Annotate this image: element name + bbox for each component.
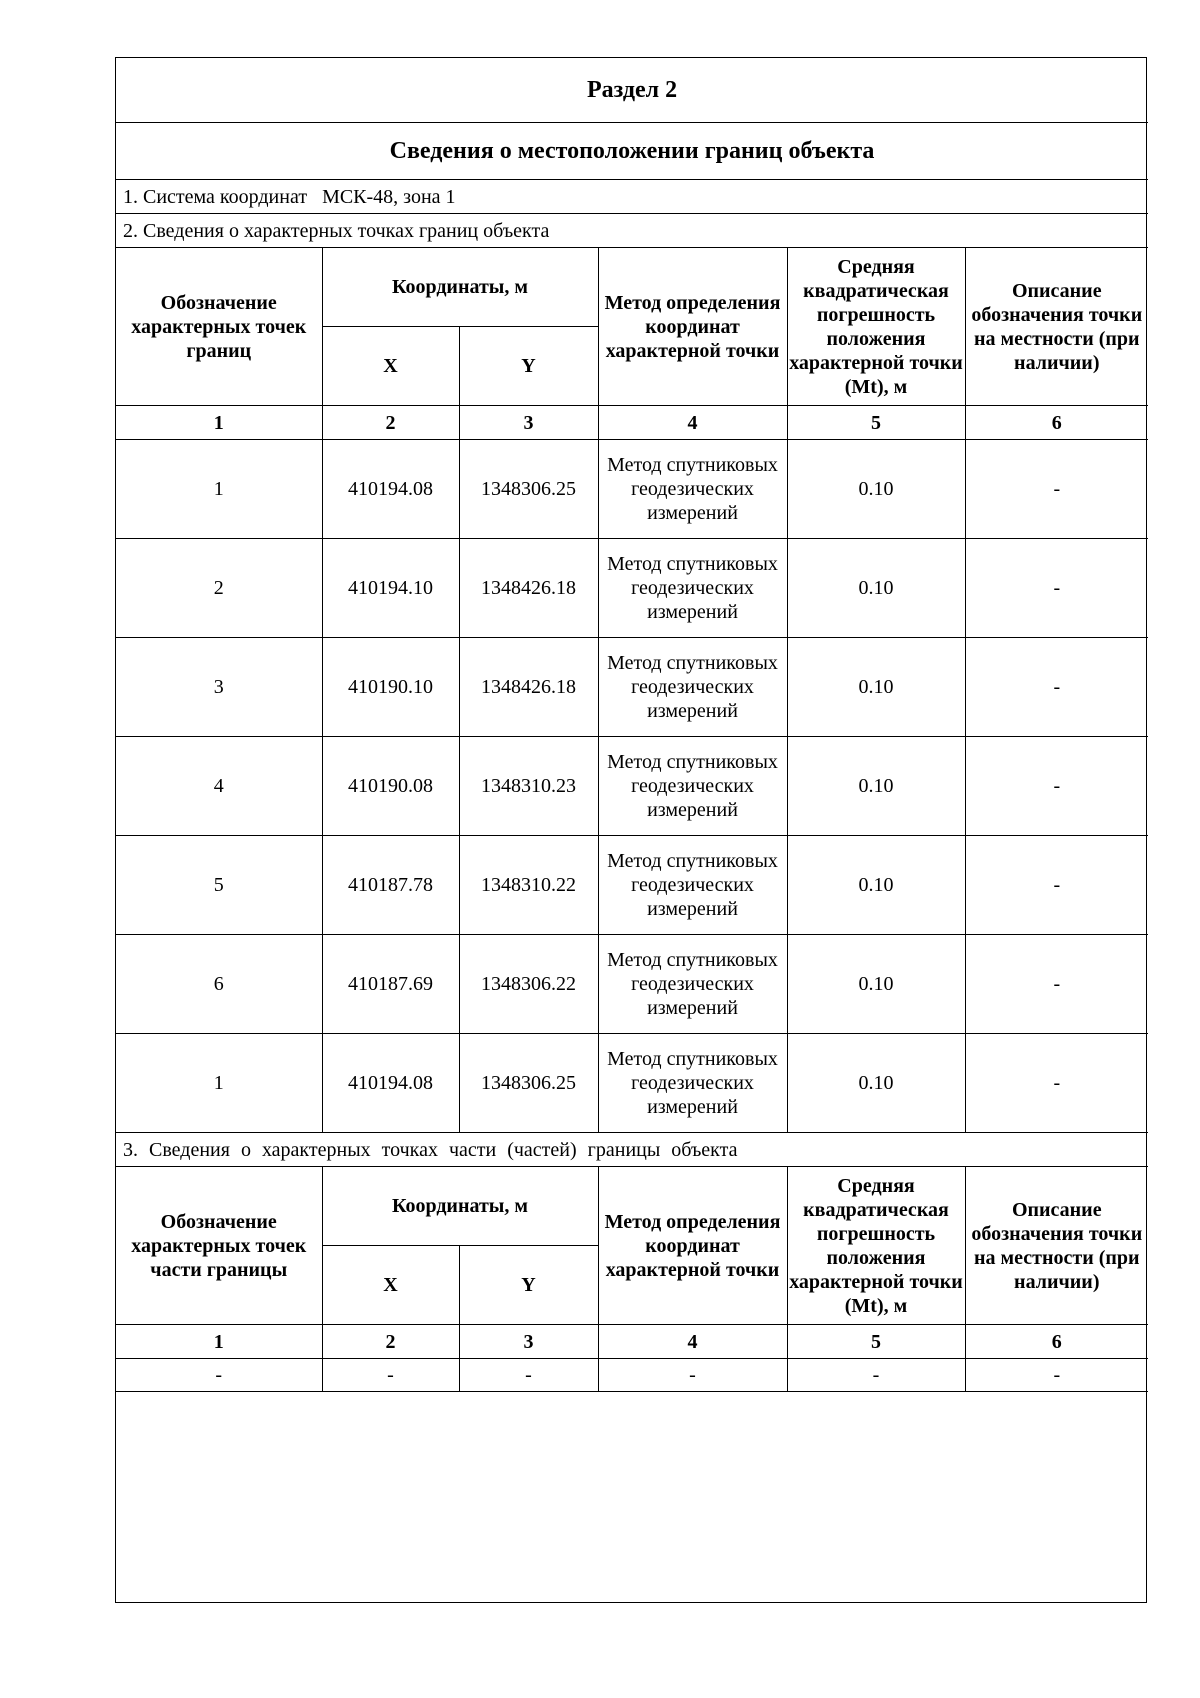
block1-cell-error: 0.10 [787, 1034, 965, 1133]
block1-cell-description: - [965, 935, 1148, 1034]
block1-cell-description: - [965, 1034, 1148, 1133]
block1-title: 2. Сведения о характерных точках границ объекта [116, 214, 1148, 248]
block1-table-row [116, 440, 1148, 539]
block1-header-point: Обозначение характерных точек границ [116, 248, 322, 406]
block1-cell-y: 1348306.22 [459, 935, 598, 1034]
block1-table-row [116, 539, 1148, 638]
block1-cell-method: Метод спутниковых геодезических измерений [598, 638, 787, 737]
block1-cell-x: 410187.69 [322, 935, 459, 1034]
block1-cell-x: 410194.10 [322, 539, 459, 638]
block1-column-number: 1 [116, 406, 322, 440]
coord-system-label: 1. Система координат [123, 185, 308, 208]
block2-header-y: Y [459, 1246, 598, 1325]
block1-cell-error: 0.10 [787, 638, 965, 737]
block1-column-number: 3 [459, 406, 598, 440]
block1-cell-point: 1 [116, 1034, 322, 1133]
block1-cell-error: 0.10 [787, 935, 965, 1034]
block1-table-row [116, 935, 1148, 1034]
block1-cell-description: - [965, 440, 1148, 539]
document-frame [115, 57, 1147, 1603]
block1-header-coords: Координаты, м [322, 248, 598, 327]
block2-title: 3. Сведения о характерных точках части (частей) границы объекта [116, 1133, 1148, 1167]
block2-header-x: X [322, 1246, 459, 1325]
block2-column-number: 5 [787, 1325, 965, 1359]
block2-header-description: Описание обозначения точки на местности (при наличии) [965, 1167, 1148, 1325]
block2-column-numbers [116, 1325, 1148, 1359]
coord-system-line [116, 180, 1148, 214]
block1-cell-x: 410194.08 [322, 1034, 459, 1133]
block1-header-y: Y [459, 327, 598, 406]
block1-header-error: Средняя квадратическая погрешность положения характерной точки (Mt), м [787, 248, 965, 406]
block1-cell-x: 410190.10 [322, 638, 459, 737]
boundary-table [116, 58, 1148, 1392]
block1-column-numbers [116, 406, 1148, 440]
block1-cell-error: 0.10 [787, 440, 965, 539]
block2-cell-x: - [322, 1359, 459, 1392]
block2-column-number: 4 [598, 1325, 787, 1359]
coord-system-value: МСК-48, зона 1 [322, 185, 456, 208]
block2-column-number: 6 [965, 1325, 1148, 1359]
block1-cell-description: - [965, 539, 1148, 638]
block2-column-number: 3 [459, 1325, 598, 1359]
block1-column-number: 6 [965, 406, 1148, 440]
block1-cell-description: - [965, 638, 1148, 737]
block1-table-row [116, 638, 1148, 737]
block2-cell-method: - [598, 1359, 787, 1392]
block2-column-number: 2 [322, 1325, 459, 1359]
block1-cell-x: 410190.08 [322, 737, 459, 836]
block1-cell-point: 1 [116, 440, 322, 539]
block2-header-point: Обозначение характерных точек части границы [116, 1167, 322, 1325]
block1-cell-point: 3 [116, 638, 322, 737]
block1-cell-method: Метод спутниковых геодезических измерений [598, 836, 787, 935]
block2-cell-description: - [965, 1359, 1148, 1392]
block1-cell-y: 1348310.23 [459, 737, 598, 836]
section-title: Сведения о местоположении границ объекта [116, 123, 1148, 180]
block1-cell-y: 1348426.18 [459, 638, 598, 737]
block1-cell-description: - [965, 836, 1148, 935]
block2-table-row [116, 1359, 1148, 1392]
block1-cell-point: 5 [116, 836, 322, 935]
block1-cell-point: 4 [116, 737, 322, 836]
block1-table-row [116, 1034, 1148, 1133]
block1-cell-point: 6 [116, 935, 322, 1034]
block1-cell-x: 410187.78 [322, 836, 459, 935]
block1-column-number: 2 [322, 406, 459, 440]
block1-cell-error: 0.10 [787, 737, 965, 836]
block1-table-row [116, 737, 1148, 836]
block2-column-number: 1 [116, 1325, 322, 1359]
block1-cell-y: 1348310.22 [459, 836, 598, 935]
block1-cell-point: 2 [116, 539, 322, 638]
block1-column-number: 5 [787, 406, 965, 440]
block1-cell-method: Метод спутниковых геодезических измерений [598, 935, 787, 1034]
block1-cell-y: 1348306.25 [459, 440, 598, 539]
block1-cell-x: 410194.08 [322, 440, 459, 539]
block1-cell-method: Метод спутниковых геодезических измерений [598, 1034, 787, 1133]
block2-cell-point: - [116, 1359, 322, 1392]
block1-cell-description: - [965, 737, 1148, 836]
block1-header-x: X [322, 327, 459, 406]
block1-cell-error: 0.10 [787, 836, 965, 935]
block1-header-method: Метод определения координат характерной точки [598, 248, 787, 406]
block1-header-description: Описание обозначения точки на местности (при наличии) [965, 248, 1148, 406]
block1-cell-y: 1348306.25 [459, 1034, 598, 1133]
block1-cell-error: 0.10 [787, 539, 965, 638]
block1-cell-method: Метод спутниковых геодезических измерений [598, 737, 787, 836]
block1-column-number: 4 [598, 406, 787, 440]
block2-cell-error: - [787, 1359, 965, 1392]
block2-cell-y: - [459, 1359, 598, 1392]
block1-table-row [116, 836, 1148, 935]
block1-cell-method: Метод спутниковых геодезических измерений [598, 440, 787, 539]
block2-header-method: Метод определения координат характерной точки [598, 1167, 787, 1325]
section-label: Раздел 2 [116, 58, 1148, 123]
block2-header-coords: Координаты, м [322, 1167, 598, 1246]
block2-header-error: Средняя квадратическая погрешность положения характерной точки (Mt), м [787, 1167, 965, 1325]
block1-cell-y: 1348426.18 [459, 539, 598, 638]
block1-cell-method: Метод спутниковых геодезических измерений [598, 539, 787, 638]
